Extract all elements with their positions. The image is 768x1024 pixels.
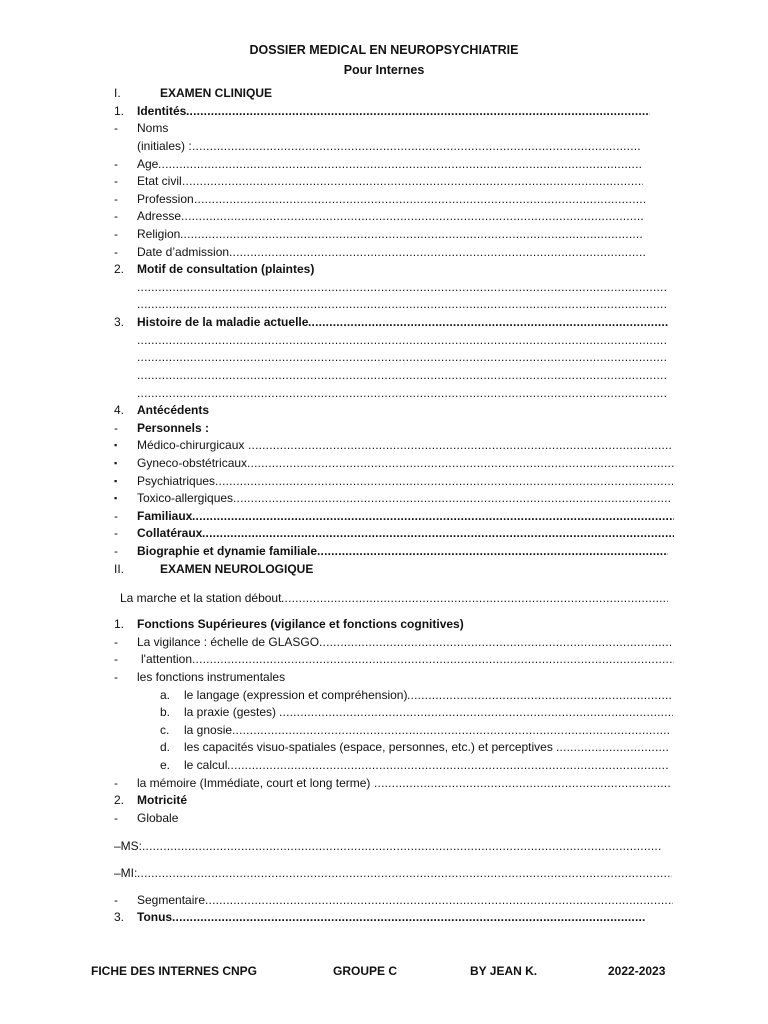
footer-author: BY JEAN K. [470, 964, 538, 978]
field-label: EXAMEN CLINIQUE [160, 86, 273, 100]
form-row [0, 687, 768, 704]
field-label: Fonctions Supérieures (vigilance et fonctions cognitives) [137, 617, 464, 631]
list-marker: - [114, 192, 118, 206]
form-row [0, 722, 768, 739]
field-label: Motricité [137, 793, 188, 807]
field-label: La marche et la station débout [120, 591, 282, 605]
footer-label: FICHE DES INTERNES CNPG [91, 964, 258, 978]
form-row [0, 173, 768, 190]
list-marker: - [114, 544, 118, 558]
field-label: la mémoire (Immédiate, court et long terme) [137, 776, 371, 790]
form-row [0, 838, 768, 855]
field-label: Collatéraux [137, 526, 203, 540]
field-label: (initiales) : [137, 139, 192, 153]
list-marker: 4. [114, 403, 125, 417]
fill-in-line[interactable] [308, 314, 669, 331]
list-marker: - [114, 245, 118, 259]
field-label: Antécédents [137, 403, 210, 417]
list-marker: - [114, 509, 118, 523]
fill-in-line[interactable] [137, 332, 666, 349]
field-label: les capacités visuo-spatiales (espace, personnes, etc.) et perceptives [184, 740, 553, 754]
list-marker: - [114, 635, 118, 649]
list-marker: - [114, 893, 118, 907]
form-row [0, 704, 768, 721]
form-row [0, 455, 768, 472]
bullet-marker: ▪ [114, 493, 118, 503]
field-label: Toxico-allergiques [137, 491, 234, 505]
form-row [0, 810, 768, 827]
form-row [0, 508, 768, 525]
list-marker: 3. [114, 315, 125, 329]
field-label: Gyneco-obstétricaux [137, 456, 248, 470]
form-row [0, 138, 768, 155]
form-row [0, 296, 768, 313]
list-marker: - [114, 209, 118, 223]
form-row [0, 226, 768, 243]
field-label: La vigilance : échelle de GLASGO [137, 635, 320, 649]
form-row [0, 349, 768, 366]
footer-year: 2022-2023 [608, 964, 666, 978]
fill-in-line[interactable] [137, 279, 666, 296]
list-marker: - [114, 121, 118, 135]
field-label: Profession [137, 192, 194, 206]
fill-in-line[interactable] [192, 508, 674, 525]
list-marker: e. [160, 758, 171, 772]
list-marker: 3. [114, 910, 125, 924]
bullet-marker: ▪ [114, 440, 118, 450]
field-label: le calcul [184, 758, 228, 772]
form-row [0, 669, 768, 686]
field-label: Identités [137, 104, 187, 118]
list-marker: 1. [114, 617, 125, 631]
form-row [0, 332, 768, 349]
list-marker: - [114, 652, 118, 666]
form-row [0, 525, 768, 542]
form-row [0, 473, 768, 490]
list-marker: 1. [114, 104, 125, 118]
fill-in-line[interactable] [374, 775, 670, 792]
field-label: Globale [137, 811, 179, 825]
fill-in-line[interactable] [556, 739, 668, 756]
fill-in-line[interactable] [137, 349, 666, 366]
list-marker: - [114, 776, 118, 790]
form-row [0, 616, 768, 633]
field-label: –MI: [114, 866, 138, 880]
form-row [0, 437, 768, 454]
list-marker: 2. [114, 793, 125, 807]
form-row [0, 279, 768, 296]
fill-in-line[interactable] [317, 543, 668, 560]
form-row [0, 385, 768, 402]
field-label: Psychiatriques [137, 474, 216, 488]
fill-in-line[interactable] [281, 590, 668, 607]
list-marker: - [114, 174, 118, 188]
field-label: Age [137, 157, 159, 171]
list-marker: - [114, 526, 118, 540]
list-marker: d. [160, 740, 171, 754]
field-label: la praxie (gestes) [184, 705, 277, 719]
form-row [0, 909, 768, 926]
field-label: Tonus [137, 910, 173, 924]
fill-in-line[interactable] [137, 865, 672, 882]
list-marker: I. [114, 86, 121, 100]
fill-in-line[interactable] [194, 191, 645, 208]
form-row [0, 775, 768, 792]
fill-in-line[interactable] [407, 687, 672, 704]
field-label: Adresse [137, 209, 182, 223]
field-label: le langage (expression et compréhension) [184, 688, 408, 702]
fill-in-line[interactable] [248, 437, 673, 454]
list-marker: II. [114, 562, 125, 576]
field-label: EXAMEN NEUROLOGIQUE [160, 562, 314, 576]
form-row [0, 367, 768, 384]
fill-in-line[interactable] [192, 651, 674, 668]
fill-in-line[interactable] [232, 722, 670, 739]
fill-in-line[interactable] [182, 173, 643, 190]
bullet-marker: ▪ [114, 476, 118, 486]
fill-in-line[interactable] [186, 103, 650, 120]
form-row [0, 244, 768, 261]
form-row [0, 261, 768, 278]
field-label: Biographie et dynamie familiale [137, 544, 318, 558]
fill-in-line[interactable] [227, 757, 668, 774]
fill-in-line[interactable] [279, 704, 673, 721]
fill-in-line[interactable] [137, 385, 666, 402]
field-label: la gnosie [184, 723, 233, 737]
field-label: Date d’admission [137, 245, 230, 259]
fill-in-line[interactable] [137, 296, 666, 313]
fill-in-line[interactable] [137, 367, 666, 384]
field-label: Religion [137, 227, 181, 241]
form-row [0, 634, 768, 651]
field-label: Personnels : [137, 421, 210, 435]
fill-in-line[interactable] [142, 838, 662, 855]
field-label: Familiaux [137, 509, 193, 523]
fill-in-line[interactable] [247, 455, 674, 472]
field-label: Etat civil [137, 174, 182, 188]
fill-in-line[interactable] [319, 634, 671, 651]
field-label: l'attention [141, 652, 192, 666]
fill-in-line[interactable] [172, 909, 645, 926]
form-row [0, 314, 768, 331]
fill-in-line[interactable] [181, 208, 644, 225]
field-label: Noms [137, 121, 169, 135]
form-row [0, 85, 768, 102]
list-marker: - [114, 670, 118, 684]
form-row [0, 561, 768, 578]
fill-in-line[interactable] [202, 525, 674, 542]
form-row [0, 490, 768, 507]
fill-in-line[interactable] [205, 892, 673, 909]
document-subtitle: Pour Internes [343, 63, 425, 77]
field-label: –MS: [114, 839, 143, 853]
bullet-marker: ▪ [114, 458, 118, 468]
list-marker: c. [160, 723, 170, 737]
document-title: DOSSIER MEDICAL EN NEUROPSYCHIATRIE [249, 43, 519, 57]
form-row [0, 402, 768, 419]
form-row [0, 590, 768, 607]
fill-in-line[interactable] [180, 226, 643, 243]
fill-in-line[interactable] [229, 244, 645, 261]
form-row [0, 792, 768, 809]
form-row [0, 651, 768, 668]
fill-in-line[interactable] [192, 138, 642, 155]
list-marker: - [114, 811, 118, 825]
form-row [0, 191, 768, 208]
form-row [0, 420, 768, 437]
list-marker: - [114, 421, 118, 435]
form-row [0, 103, 768, 120]
form-row [0, 757, 768, 774]
field-label: les fonctions instrumentales [137, 670, 286, 684]
field-label: Motif de consultation (plaintes) [137, 262, 315, 276]
form-row [0, 892, 768, 909]
form-row [0, 120, 768, 137]
field-label: Histoire de la maladie actuelle [137, 315, 309, 329]
form-row [0, 156, 768, 173]
form-row [0, 865, 768, 882]
form-row [0, 208, 768, 225]
field-label: Segmentaire [137, 893, 206, 907]
list-marker: a. [160, 688, 171, 702]
field-label: Médico-chirurgicaux [137, 438, 245, 452]
footer-group: GROUPE C [333, 964, 398, 978]
list-marker: - [114, 227, 118, 241]
fill-in-line[interactable] [215, 473, 673, 490]
form-row [0, 543, 768, 560]
list-marker: b. [160, 705, 171, 719]
fill-in-line[interactable] [158, 156, 642, 173]
form-row [0, 739, 768, 756]
fill-in-line[interactable] [233, 490, 672, 507]
list-marker: - [114, 157, 118, 171]
list-marker: 2. [114, 262, 125, 276]
